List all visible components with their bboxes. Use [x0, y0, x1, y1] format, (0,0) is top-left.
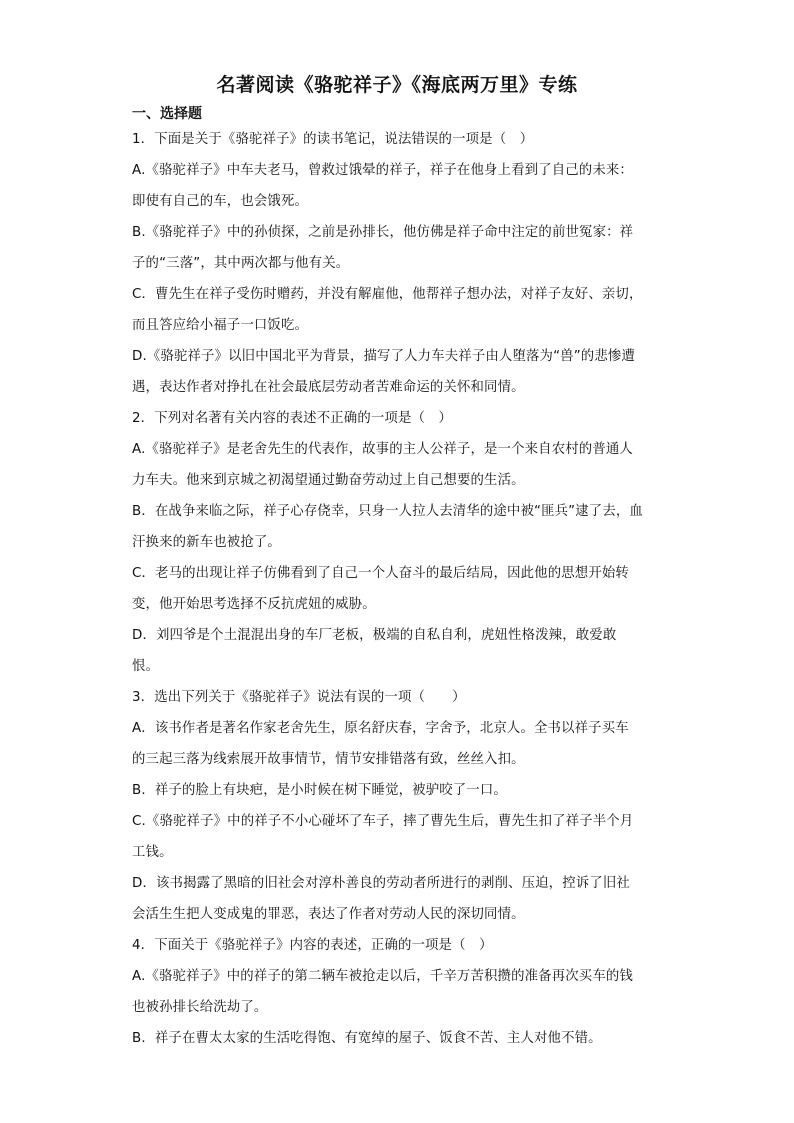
text-line: 子的“三落”，其中两次都与他有关。 — [132, 256, 350, 271]
text-line: 3．选出下列关于《骆驼祥子》说法有误的一项（ ） — [132, 690, 466, 705]
text-line: B．祥子在曹太太家的生活吃得饱、有宽绰的屋子、饭食不苦、主人对他不错。 — [132, 1031, 602, 1046]
text-line: 汗换来的新车也被抢了。 — [132, 535, 281, 550]
question-content — [132, 124, 662, 1054]
text-line: 会活生生把人变成鬼的罪恶，表达了作者对劳动人民的深切同情。 — [132, 907, 525, 922]
text-line: C．曹先生在祥子受伤时赠药，并没有解雇他，他帮祥子想办法，对祥子友好、亲切， — [132, 287, 643, 302]
text-line: A．该书作者是著名作家老舍先生，原名舒庆春，字舍予，北京人。全书以祥子买车 — [132, 721, 629, 736]
page-title: 名著阅读《骆驼祥子》《海底两万里》专练 — [216, 74, 578, 96]
text-line: 恨。 — [132, 659, 160, 674]
text-line: B．祥子的脸上有块疤，是小时候在树下睡觉，被驴咬了一口。 — [132, 783, 507, 798]
text-line: C.《骆驼祥子》中的祥子不小心碰坏了车子，摔了曹先生后，曹先生扣了祥子半个月 — [132, 814, 634, 829]
text-line: 即使有自己的车，也会饿死。 — [132, 194, 309, 209]
text-line: D．刘四爷是个土混混出身的车厂老板，极端的自私自利，虎妞性格泼辣，敢爱敢 — [132, 628, 617, 643]
text-line: C．老马的出现让祥子仿佛看到了自己一个人奋斗的最后结局，因此他的思想开始转 — [132, 566, 629, 581]
text-line: 而且答应给小福子一口饭吃。 — [132, 318, 309, 333]
text-line: A.《骆驼祥子》是老舍先生的代表作，故事的主人公祥子，是一个来自农村的普通人 — [132, 442, 633, 457]
text-line: 力车夫。他来到京城之初渴望通过勤奋劳动过上自己想要的生活。 — [132, 473, 525, 488]
text-line: 2．下列对名著有关内容的表述不正确的一项是（ ） — [132, 411, 453, 426]
section-heading: 一、选择题 — [132, 106, 202, 122]
text-line: D.《骆驼祥子》以旧中国北平为背景，描写了人力车夫祥子由人堕落为“兽”的悲惨遭 — [132, 349, 635, 364]
text-line: 1．下面是关于《骆驼祥子》的读书笔记，说法错误的一项是（ ） — [132, 132, 534, 147]
text-line: D．该书揭露了黑暗的旧社会对淳朴善良的劳动者所进行的剥削、压迫，控诉了旧社 — [132, 876, 630, 891]
text-line: 4．下面关于《骆驼祥子》内容的表述，正确的一项是（ ） — [132, 938, 493, 953]
text-line: B.《骆驼祥子》中的孙侦探，之前是孙排长，他仿佛是祥子命中注定的前世冤家：祥 — [132, 225, 634, 240]
text-line: A.《骆驼祥子》中的祥子的第二辆车被抢走以后，千辛万苦积攒的准备再次买车的钱 — [132, 969, 633, 984]
text-line: B．在战争来临之际，祥子心存侥幸，只身一人拉人去清华的途中被“匪兵”逮了去，血 — [132, 504, 643, 519]
text-line: 变，他开始思考选择不反抗虎妞的威胁。 — [132, 597, 376, 612]
text-line: A.《骆驼祥子》中车夫老马，曾救过饿晕的祥子，祥子在他身上看到了自己的未来： — [132, 163, 633, 178]
text-line: 的三起三落为线索展开故事情节，情节安排错落有致，丝丝入扣。 — [132, 752, 525, 767]
text-line: 遇，表达作者对挣扎在社会最底层劳动者苦难命运的关怀和同情。 — [132, 380, 525, 395]
text-line: 也被孙排长给洗劫了。 — [132, 1000, 268, 1015]
text-line: 工钱。 — [132, 845, 173, 860]
